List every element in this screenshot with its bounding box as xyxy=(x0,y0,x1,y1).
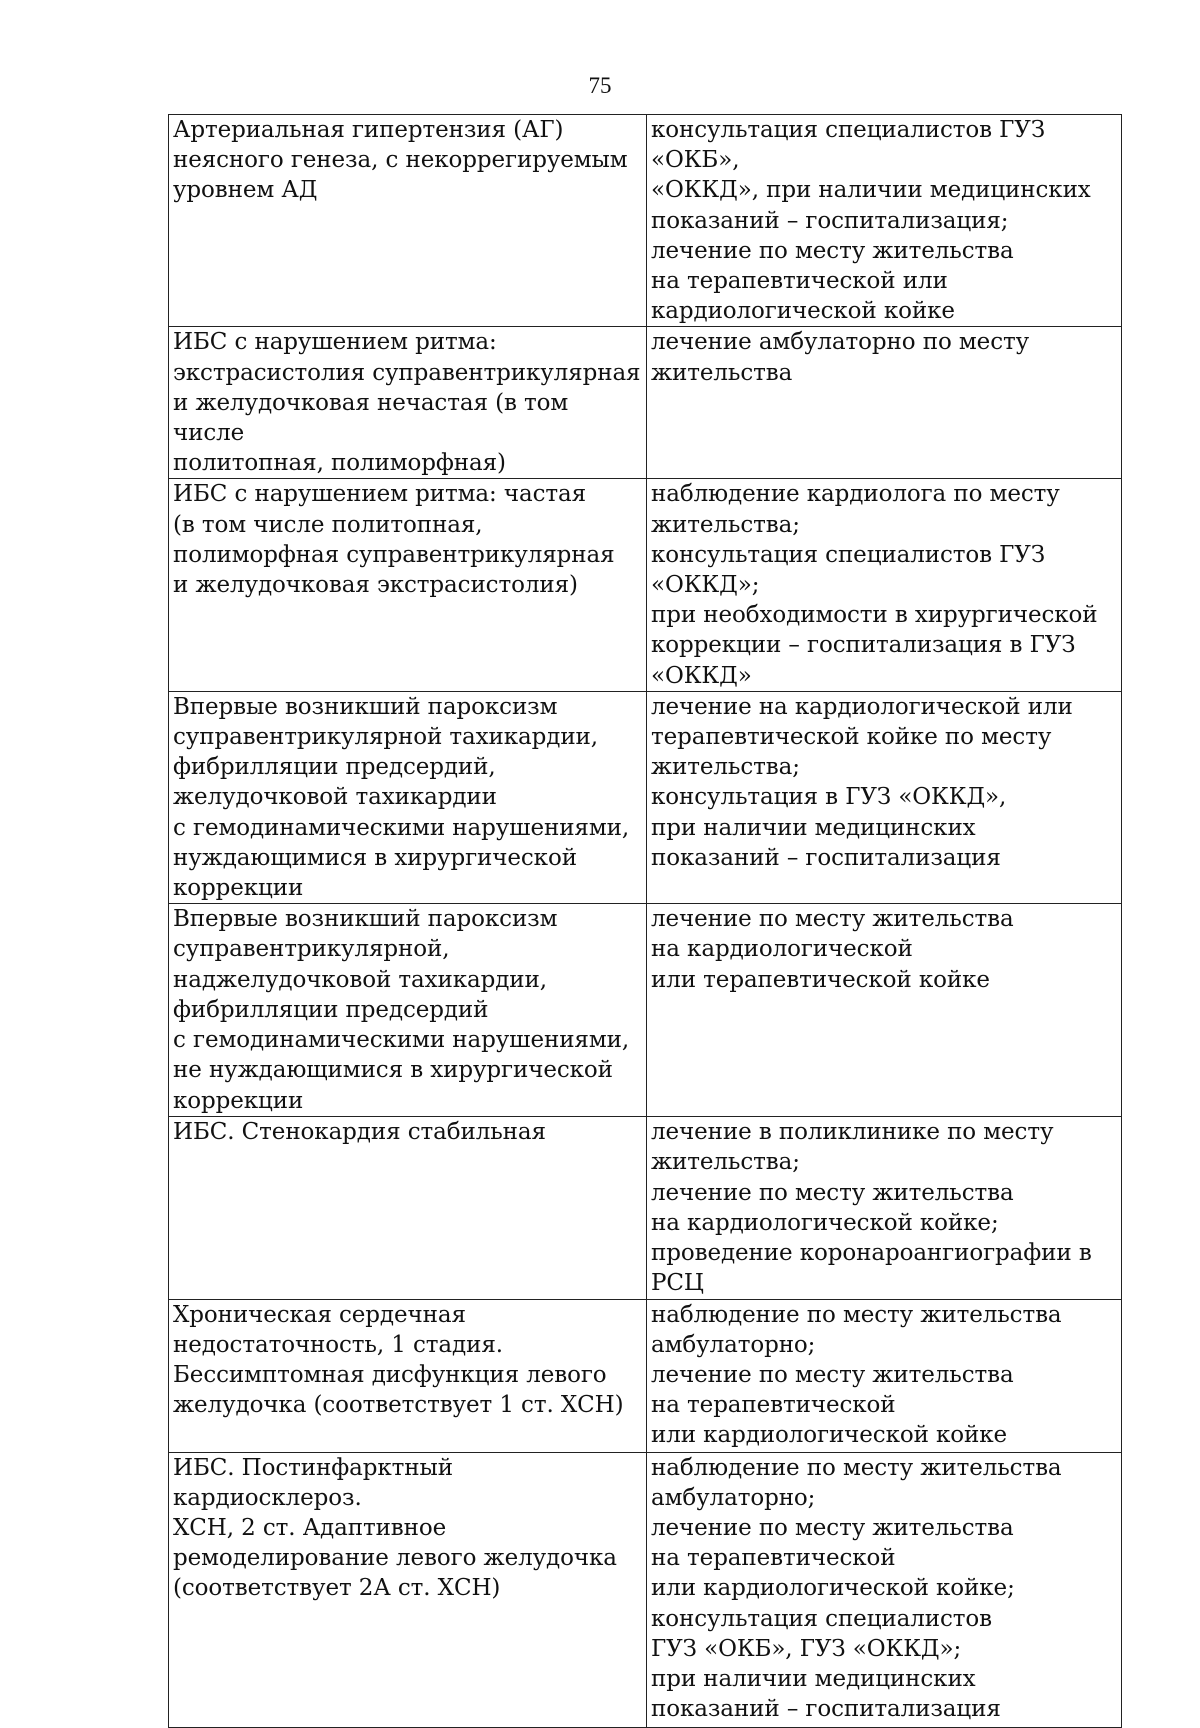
action-cell: наблюдение по месту жительства амбулаторно; лечение по месту жительства на терапевтической или кардиологической койке xyxy=(647,1299,1122,1452)
condition-cell: Впервые возникший пароксизм суправентрикулярной тахикардии, фибрилляции предсердий, желудочковой тахикардии с гемодинамическими нарушениями, нуждающимися в хирургической коррекции xyxy=(169,691,647,903)
table-row xyxy=(169,1452,1122,1727)
table-row xyxy=(169,1299,1122,1452)
table-row xyxy=(169,115,1122,327)
action-cell: лечение на кардиологической или терапевтической койке по месту жительства; консультация в ГУЗ «ОККД», при наличии медицинских показаний – госпитализация xyxy=(647,691,1122,903)
condition-cell: ИБС с нарушением ритма: экстрасистолия суправентрикулярная и желудочковая нечастая (в том числе политопная, полиморфная) xyxy=(169,327,647,479)
action-cell: лечение амбулаторно по месту жительства xyxy=(647,327,1122,479)
action-cell: наблюдение кардиолога по месту жительства; консультация специалистов ГУЗ «ОККД»; при необходимости в хирургической коррекции – госпитализация в ГУЗ «ОККД» xyxy=(647,479,1122,691)
condition-cell: ИБС. Постинфарктный кардиосклероз. ХСН, 2 ст. Адаптивное ремоделирование левого желудочка (соответствует 2А ст. ХСН) xyxy=(169,1452,647,1727)
condition-cell: Хроническая сердечная недостаточность, 1 стадия. Бессимптомная дисфункция левого желудочка (соответствует 1 ст. ХСН) xyxy=(169,1299,647,1452)
condition-cell: Впервые возникший пароксизм суправентрикулярной, наджелудочковой тахикардии, фибрилляции предсердий с гемодинамическими нарушениями, не нуждающимися в хирургической коррекции xyxy=(169,904,647,1117)
page-number: 75 xyxy=(588,73,612,98)
table-row xyxy=(169,691,1122,903)
action-cell: наблюдение по месту жительства амбулаторно; лечение по месту жительства на терапевтической или кардиологической койке; консультация специалистов ГУЗ «ОКБ», ГУЗ «ОККД»; при наличии медицинских показаний – госпитализация xyxy=(647,1452,1122,1727)
table-row xyxy=(169,904,1122,1117)
condition-cell: ИБС с нарушением ритма: частая (в том числе политопная, полиморфная суправентрикулярная и желудочковая экстрасистолия) xyxy=(169,479,647,691)
routing-table xyxy=(168,114,1122,1728)
table-row xyxy=(169,1117,1122,1299)
table-row xyxy=(169,327,1122,479)
action-cell: лечение по месту жительства на кардиологической или терапевтической койке xyxy=(647,904,1122,1117)
table-row xyxy=(169,479,1122,691)
condition-cell: ИБС. Стенокардия стабильная xyxy=(169,1117,647,1299)
condition-cell: Артериальная гипертензия (АГ) неясного генеза, с некоррегируемым уровнем АД xyxy=(169,115,647,327)
action-cell: лечение в поликлинике по месту жительства; лечение по месту жительства на кардиологической койке; проведение коронароангиографии в РСЦ xyxy=(647,1117,1122,1299)
action-cell: консультация специалистов ГУЗ «ОКБ», «ОККД», при наличии медицинских показаний – госпитализация; лечение по месту жительства на терапевтической или кардиологической койке xyxy=(647,115,1122,327)
